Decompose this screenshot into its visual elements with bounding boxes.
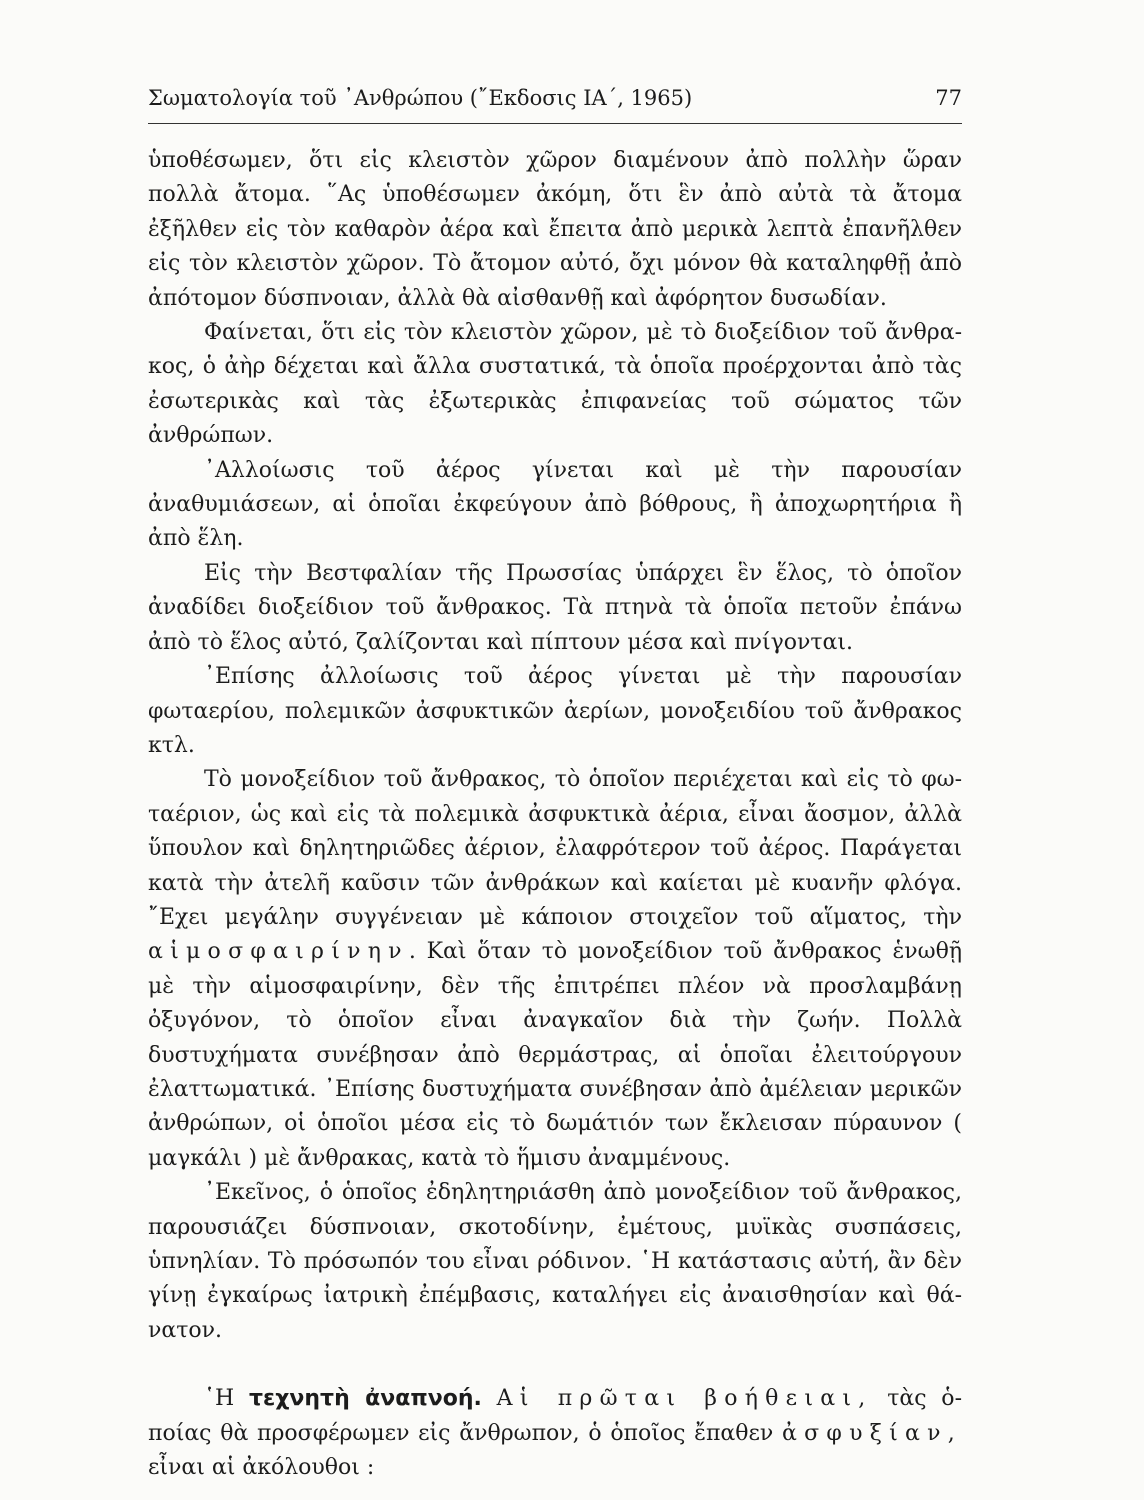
paragraph-poisoning: ᾿Εκεῖνος, ὁ ὁποῖος ἐδηλητηριάσθη ἀπὸ μονοξείδιον τοῦ ἄνθρακος, παρουσιάζει δύσπνοιαν, σκοτοδίνην, ἐμέτους, μυϊκὰς συσπάσεις, ὑπνηλίαν. Τὸ πρόσωπόν του εἶναι ρόδινον. ῾Η κατάστασις αὐτή, ἂν δὲν γίνῃ ἐγκαίρως ἰατρικὴ ἐπέμβασις, καταλήγει εἰς ἀναισθησίαν καὶ θάνατον. xyxy=(148,1180,962,1343)
page-body xyxy=(148,144,962,1485)
page-header xyxy=(148,86,962,110)
paragraph: Φαίνεται, ὅτι εἰς τὸν κλειστὸν χῶρον, μὲ τὸ διοξείδιον τοῦ ἄνθρακος, ὁ ἀὴρ δέχεται καὶ ἄλλα συστατικά, τὰ ὁποῖα προέρχονται ἀπὸ τὰς ἐσωτερικὰς καὶ τὰς ἐξωτερικὰς ἐπιφανείας τοῦ σώματος τῶν ἀνθρώπων. xyxy=(148,320,962,449)
emphasis-asphyxia: ἀσφυξίαν, xyxy=(782,1420,962,1446)
paragraph-carbon-monoxide: Τὸ μονοξείδιον τοῦ ἄνθρακος, τὸ ὁποῖον περιέχεται καὶ εἰς τὸ φωταέριον, ὡς καὶ εἰς τὰ πολεμικὰ ἀσφυκτικὰ ἀέρια, εἶναι ἄοσμον, ἀλλὰ ὕπουλον καὶ δηλητηριῶδες ἀέριον, ἐλαφρότερον τοῦ ἀέρος. Παράγεται κατὰ τὴν ἀτελῆ καῦσιν τῶν ἀνθράκων καὶ καίεται μὲ κυανῆν φλόγα. ῎Εχει μεγάλην συγγένειαν μὲ κάποιον στοιχεῖον τοῦ αἵματος, τὴν αἱμοσφαιρίνην. Καὶ ὅταν τὸ μονοξείδιον τοῦ ἄνθρακος ἑνωθῇ μὲ τὴν αἱμοσφαιρίνην, δὲν τῆς ἐπιτρέπει πλέον νὰ προσλαμβάνῃ ὀξυγόνον, τὸ ὁποῖον εἶναι ἀναγκαῖον διὰ τὴν ζωήν. Πολλὰ δυστυχήματα συνέβησαν ἀπὸ θερμάστρας, αἱ ὁποῖαι ἐλειτούργουν ἐλαττωματικά. ᾿Επίσης δυστυχήματα συνέβησαν ἀπὸ ἀμέλειαν μερικῶν ἀνθρώπων, οἱ ὁποῖοι μέσα εἰς τὸ δωμάτιόν των ἔκλεισαν πύραυνον ( μαγκάλι ) μὲ ἄνθρακας, κατὰ τὸ ἥμισυ ἀναμμένους. xyxy=(148,767,962,1171)
paragraph: ᾿Αλλοίωσις τοῦ ἀέρος γίνεται καὶ μὲ τὴν παρουσίαν ἀναθυμιάσεων, αἱ ὁποῖαι ἐκφεύγουν ἀπὸ βόθρους, ἢ ἀποχωρητήρια ἢ ἀπὸ ἕλη. xyxy=(148,457,962,552)
paragraph-continued: ὑποθέσωμεν, ὅτι εἰς κλειστὸν χῶρον διαμένουν ἀπὸ πολλὴν ὥραν πολλὰ ἄτομα. ῞Ας ὑποθέσωμεν ἀκόμη, ὅτι ἓν ἀπὸ αὐτὰ τὰ ἄτομα ἐξῆλθεν εἰς τὸν καθαρὸν ἀέρα καὶ ἔπειτα ἀπὸ μερικὰ λεπτὰ ἐπανῆλθεν εἰς τὸν κλειστὸν χῶρον. Τὸ ἄτομον αὐτό, ὄχι μόνον θὰ καταληφθῇ ἀπὸ ἀπότομον δύσπνοιαν, ἀλλὰ θὰ αἰσθανθῇ καὶ ἀφόρητον δυσωδίαν. xyxy=(148,148,962,311)
paragraph: Εἰς τὴν Βεστφαλίαν τῆς Πρωσσίας ὑπάρχει ἓν ἕλος, τὸ ὁποῖον ἀναδίδει διοξείδιον τοῦ ἄνθρακος. Τὰ πτηνὰ τὰ ὁποῖα πετοῦν ἐπάνω ἀπὸ τὸ ἕλος αὐτό, ζαλίζονται καὶ πίπτουν μέσα καὶ πνίγονται. xyxy=(148,560,962,655)
section-heading: τεχνητὴ ἀναπνοή. xyxy=(248,1386,482,1412)
paragraph: ᾿Επίσης ἀλλοίωσις τοῦ ἀέρος γίνεται μὲ τὴν παρουσίαν φωταερίου, πολεμικῶν ἀσφυκτικῶν ἀερίων, μονοξειδίου τοῦ ἄνθρακος κτλ. xyxy=(148,664,962,758)
header-rule xyxy=(148,123,962,124)
page-number: 77 xyxy=(935,86,962,110)
running-title: Σωματολογία τοῦ ᾿Ανθρώπου (῎Εκδοσις ΙΑ΄, 1965) xyxy=(148,86,693,110)
emphasis-term: αἱμοσφαιρίνην xyxy=(148,939,409,965)
emphasis-first-aid: Αἱ πρῶται βοήθειαι, xyxy=(496,1386,873,1412)
section-artificial-respiration: ῾Η τεχνητὴ ἀναπνοή. Αἱ πρῶται βοήθειαι, τὰς ὁποίας θὰ προσφέρωμεν εἰς ἄνθρωπον, ὁ ὁποῖος ἔπαθεν ἀσφυξίαν, εἶναι αἱ ἀκόλουθοι : xyxy=(148,1386,962,1481)
